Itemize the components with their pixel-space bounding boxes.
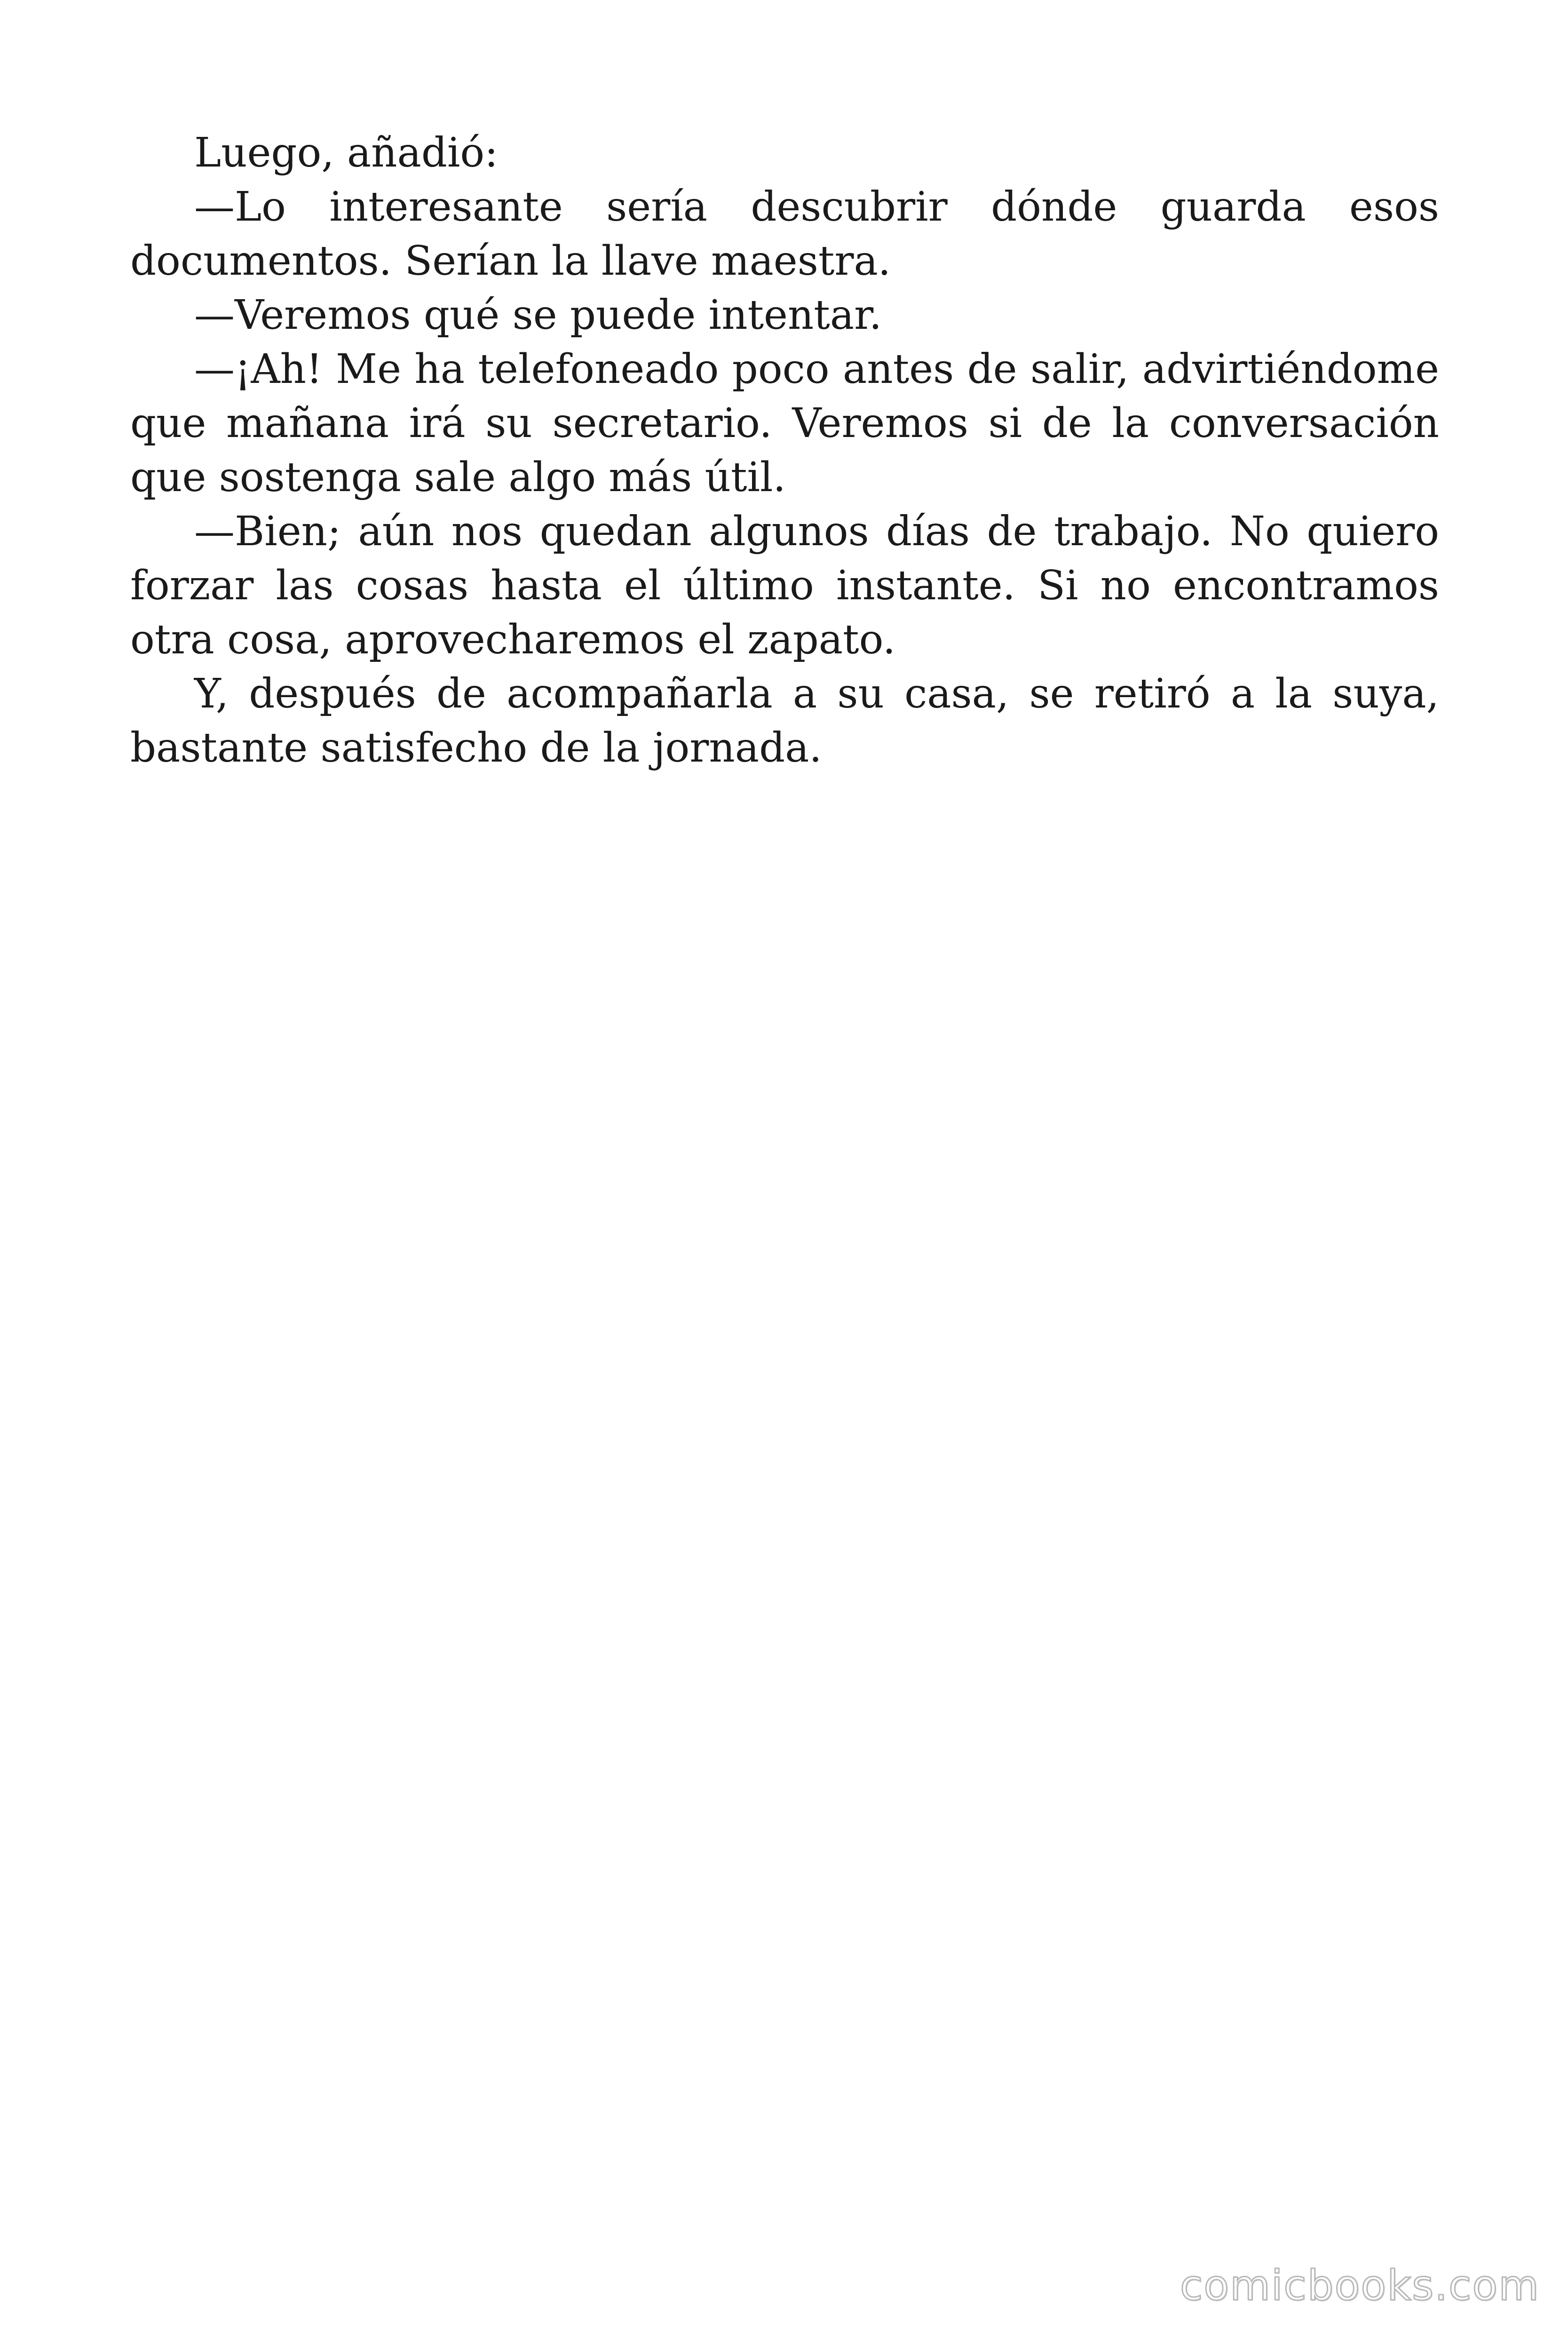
page-body-text <box>130 126 1439 775</box>
paragraph-5: —Bien; aún nos quedan algunos días de trabajo. No quiero forzar las cosas hasta el último instante. Si no encontramos otra cosa, aprovecharemos el zapato. <box>130 508 1439 663</box>
paragraph-2: —Lo interesante sería descubrir dónde guarda esos documentos. Serían la llave maestra. <box>130 183 1439 285</box>
paragraph-1: Luego, añadió: <box>194 129 499 176</box>
paragraph-4: —¡Ah! Me ha telefoneado poco antes de salir, advirtiéndome que mañana irá su secretario. Veremos si de la conversación que sostenga sale algo más útil. <box>130 346 1439 501</box>
paragraph-3: —Veremos qué se puede intentar. <box>194 292 882 339</box>
paragraph-6: Y, después de acompañarla a su casa, se retiró a la suya, bastante satisfecho de la jornada. <box>130 670 1439 771</box>
watermark-text: comicbooks.com <box>1180 2261 1540 2310</box>
